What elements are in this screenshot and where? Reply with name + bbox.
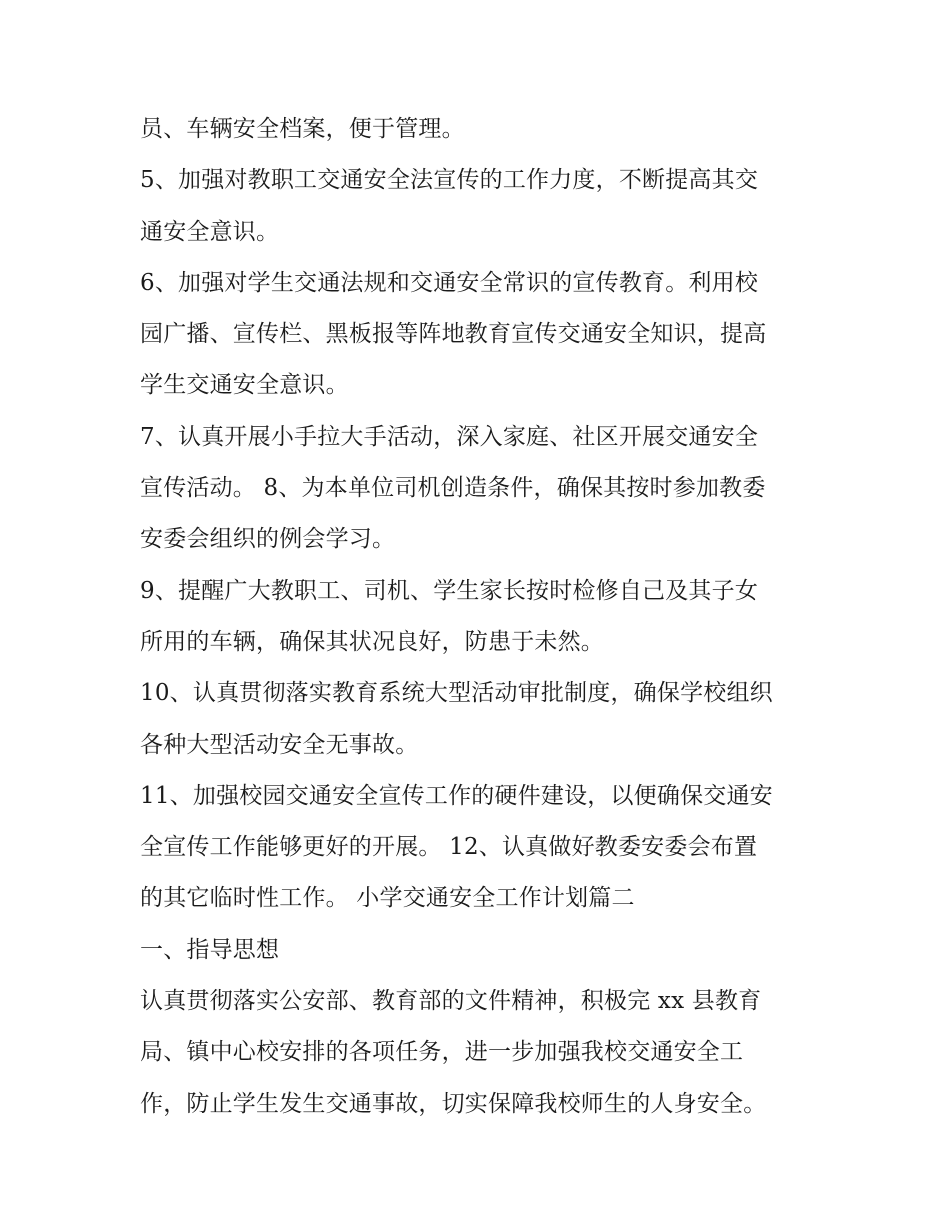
- text-line: 11、加强校园交通安全宣传工作的硬件建设，以便确保交通安: [140, 782, 773, 809]
- text-line: 通安全意识。: [140, 218, 280, 245]
- section-heading: 一、指导思想: [140, 936, 280, 963]
- text-line: 7、认真开展小手拉大手活动，深入家庭、社区开展交通安全: [140, 423, 759, 450]
- text-line: 所用的车辆，确保其状况良好，防患于未然。: [140, 628, 604, 655]
- body-text: [140, 104, 820, 1130]
- text-line: 学生交通安全意识。: [140, 372, 349, 399]
- text-line: 认真贯彻落实公安部、教育部的文件精神，积极完 xx 县教育: [140, 988, 762, 1015]
- text-line: 9、提醒广大教职工、司机、学生家长按时检修自己及其子女: [140, 577, 759, 604]
- text-line: 作，防止学生发生交通事故，切实保障我校师生的人身安全。: [140, 1090, 767, 1117]
- text-line: 10、认真贯彻落实教育系统大型活动审批制度，确保学校组织: [140, 680, 773, 707]
- text-line: 员、车辆安全档案，便于管理。: [140, 116, 465, 142]
- text-line: 的其它临时性工作。 小学交通安全工作计划篇二: [140, 885, 635, 912]
- text-line: 5、加强对教职工交通安全法宣传的工作力度，不断提高其交: [140, 167, 759, 194]
- text-line: 6、加强对学生交通法规和交通安全常识的宣传教育。利用校: [140, 269, 759, 296]
- text-line: 各种大型活动安全无事故。: [140, 731, 419, 758]
- text-line: 全宣传工作能够更好的开展。 12、认真做好教委安委会布置: [140, 834, 758, 861]
- text-line: 宣传活动。 8、为本单位司机创造条件，确保其按时参加教委: [140, 475, 766, 502]
- text-line: 园广播、宣传栏、黑板报等阵地教育宣传交通安全知识，提高: [140, 321, 767, 348]
- text-line: 局、镇中心校安排的各项任务，进一步加强我校交通安全工: [140, 1039, 744, 1066]
- text-line: 安委会组织的例会学习。: [140, 526, 396, 553]
